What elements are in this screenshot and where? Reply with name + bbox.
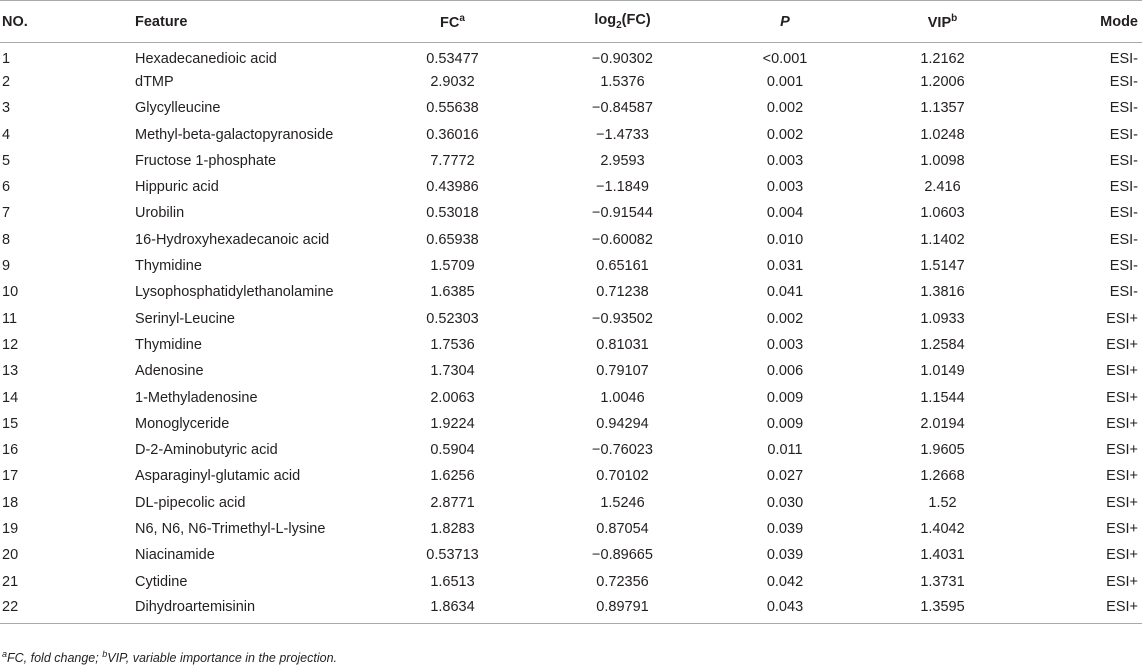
cell-no: 5 [2, 152, 11, 169]
cell-feature: 1-Methyladenosine [135, 389, 258, 406]
cell-p: 0.010 [766, 231, 804, 248]
cell-p: 0.003 [766, 152, 804, 169]
cell-mode: ESI- [1109, 258, 1138, 275]
table-row [0, 174, 1142, 200]
cell-log2fc: −0.89665 [592, 547, 653, 564]
cell-no: 21 [2, 573, 19, 590]
cell-log2fc: 1.5246 [600, 494, 645, 511]
table-row [0, 595, 1142, 624]
cell-mode: ESI+ [1106, 468, 1138, 485]
cell-log2fc: 1.0046 [600, 389, 645, 406]
cell-feature: dTMP [135, 73, 174, 90]
cell-mode: ESI+ [1106, 336, 1138, 353]
cell-mode: ESI+ [1106, 363, 1138, 380]
cell-feature: D-2-Aminobutyric acid [135, 442, 278, 459]
table-row [0, 69, 1142, 95]
cell-no: 7 [2, 205, 11, 222]
cell-fc: 1.7304 [430, 363, 475, 380]
cell-no: 8 [2, 231, 11, 248]
cell-p: 0.002 [766, 100, 804, 117]
col-header-log2fc: $\log_2(FC)$ [535, 1, 710, 43]
table-row [0, 463, 1142, 489]
cell-mode: ESI+ [1106, 494, 1138, 511]
cell-p: 0.001 [766, 73, 804, 90]
cell-log2fc: 0.94294 [596, 415, 649, 432]
table-row [0, 95, 1142, 121]
cell-feature: Fructose 1-phosphate [135, 152, 277, 169]
cell-p: 0.041 [766, 284, 804, 301]
table-row [0, 227, 1142, 253]
cell-vip: 1.1357 [920, 100, 965, 117]
cell-mode: ESI- [1109, 73, 1138, 90]
col-header-fc: $FC^a$ [370, 1, 535, 43]
cell-log2fc: 0.89791 [535, 595, 710, 624]
col-header-no: NO. [0, 1, 135, 43]
cell-no: 17 [2, 468, 19, 485]
table-row [0, 279, 1142, 305]
cell-log2fc: 0.87054 [596, 520, 649, 537]
cell-no: 20 [2, 547, 19, 564]
cell-vip: 1.2584 [920, 336, 965, 353]
cell-vip: 1.4031 [920, 547, 965, 564]
cell-log2fc: 2.9593 [600, 152, 645, 169]
cell-feature: Serinyl-Leucine [135, 310, 235, 327]
cell-feature: 16-Hydroxyhexadecanoic acid [135, 231, 330, 248]
table-row [0, 43, 1142, 69]
cell-vip: 1.1402 [920, 231, 965, 248]
cell-p: 0.039 [766, 547, 804, 564]
cell-no: 10 [2, 284, 19, 301]
cell-vip: 1.4042 [920, 520, 965, 537]
cell-fc: 1.8283 [430, 520, 475, 537]
header-row [0, 1, 1142, 43]
cell-mode: ESI+ [1106, 573, 1138, 590]
cell-vip: 1.0098 [920, 152, 965, 169]
cell-fc: 0.43986 [426, 179, 479, 196]
table-row [0, 568, 1142, 594]
cell-mode: ESI+ [1106, 520, 1138, 537]
cell-p: 0.011 [767, 442, 803, 459]
cell-fc: 0.65938 [426, 231, 479, 248]
table-row [0, 411, 1142, 437]
cell-vip: 2.416 [924, 179, 961, 196]
col-header-p: P [710, 1, 860, 43]
cell-mode: ESI+ [1106, 310, 1138, 327]
cell-fc: 1.6513 [430, 573, 475, 590]
cell-fc: 0.5904 [430, 442, 475, 459]
cell-no: 6 [2, 179, 11, 196]
cell-p: 0.003 [766, 336, 804, 353]
cell-no: 14 [2, 389, 19, 406]
cell-feature: Methyl-beta-galactopyranoside [135, 126, 334, 143]
cell-vip: 1.0149 [920, 363, 965, 380]
cell-vip: 1.1544 [920, 389, 965, 406]
cell-p: 0.002 [766, 310, 804, 327]
cell-vip: 1.3731 [920, 573, 965, 590]
cell-vip: 1.2668 [920, 468, 965, 485]
cell-mode: ESI+ [1106, 415, 1138, 432]
cell-vip: 1.5147 [920, 258, 965, 275]
cell-feature: Monoglyceride [135, 415, 230, 432]
cell-vip: 1.3816 [920, 284, 965, 301]
cell-no: 3 [2, 100, 11, 117]
cell-fc: 1.5709 [430, 258, 475, 275]
cell-no: 13 [2, 363, 19, 380]
cell-vip: 1.0248 [920, 126, 965, 143]
cell-feature: DL-pipecolic acid [135, 494, 246, 511]
cell-feature: Dihydroartemisinin [135, 595, 370, 624]
cell-vip: 1.52 [928, 494, 957, 511]
cell-fc: 0.55638 [426, 100, 479, 117]
cell-feature: Asparaginyl-glutamic acid [135, 468, 301, 485]
cell-vip: 1.9605 [920, 442, 965, 459]
cell-log2fc: 0.81031 [596, 336, 649, 353]
cell-feature: Thymidine [135, 336, 202, 353]
cell-feature: Adenosine [135, 363, 204, 380]
table-row [0, 332, 1142, 358]
table-row [0, 121, 1142, 147]
cell-no: 9 [2, 258, 11, 275]
table-row [0, 305, 1142, 331]
cell-log2fc: 0.72356 [596, 573, 649, 590]
cell-fc: 0.36016 [426, 126, 479, 143]
cell-vip: 1.2162 [920, 50, 965, 67]
col-header-feature: Feature [135, 1, 370, 43]
cell-log2fc: −0.60082 [592, 231, 653, 248]
cell-vip: 1.3595 [860, 595, 1025, 624]
cell-log2fc: 0.65161 [596, 258, 649, 275]
col-header-vip: VIP$^b$ [860, 1, 1025, 43]
cell-feature: N6, N6, N6-Trimethyl-L-lysine [135, 520, 326, 537]
cell-no: 18 [2, 494, 19, 511]
cell-fc: 2.9032 [430, 73, 475, 90]
cell-fc: 1.8634 [370, 595, 535, 624]
cell-log2fc: −0.90302 [592, 50, 653, 67]
cell-mode: ESI- [1109, 284, 1138, 301]
cell-fc: 1.6385 [430, 284, 475, 301]
cell-vip: 2.0194 [920, 415, 965, 432]
cell-log2fc: −0.93502 [592, 310, 653, 327]
cell-fc: 1.7536 [430, 336, 475, 353]
cell-log2fc: −1.1849 [596, 179, 649, 196]
cell-mode: ESI+ [1106, 547, 1138, 564]
cell-mode: ESI- [1109, 126, 1138, 143]
cell-no: 15 [2, 415, 19, 432]
cell-p: 0.002 [766, 126, 804, 143]
cell-fc: 0.52303 [426, 310, 479, 327]
cell-no: 19 [2, 520, 19, 537]
cell-mode: ESI- [1109, 152, 1138, 169]
table-row [0, 148, 1142, 174]
cell-mode: ESI- [1109, 205, 1138, 222]
cell-feature: Lysophosphatidylethanolamine [135, 284, 334, 301]
cell-mode: ESI- [1109, 231, 1138, 248]
cell-p: 0.003 [766, 179, 804, 196]
cell-fc: 0.53713 [426, 547, 479, 564]
cell-feature: Niacinamide [135, 547, 215, 564]
table-row [0, 384, 1142, 410]
cell-fc: 0.53477 [426, 50, 479, 67]
cell-p: 0.042 [766, 573, 804, 590]
table-row [0, 358, 1142, 384]
cell-mode: ESI+ [1106, 389, 1138, 406]
cell-p: 0.039 [766, 520, 804, 537]
cell-no: 1 [2, 50, 11, 67]
cell-fc: 7.7772 [430, 152, 475, 169]
cell-p: <0.001 [762, 50, 808, 67]
table-body [0, 43, 1142, 624]
cell-fc: 1.6256 [430, 468, 475, 485]
cell-feature: Thymidine [135, 258, 202, 275]
cell-no: 4 [2, 126, 11, 143]
cell-no: 12 [2, 336, 19, 353]
cell-p: 0.043 [710, 595, 860, 624]
cell-p: 0.030 [766, 494, 804, 511]
cell-log2fc: 0.71238 [596, 284, 649, 301]
cell-p: 0.027 [766, 468, 804, 485]
cell-mode: ESI- [1109, 100, 1138, 117]
cell-fc: 2.0063 [430, 389, 475, 406]
cell-log2fc: −0.91544 [592, 205, 653, 222]
table-row [0, 200, 1142, 226]
cell-no: 2 [2, 73, 11, 90]
cell-vip: 1.0933 [920, 310, 965, 327]
cell-p: 0.031 [766, 258, 804, 275]
table-row [0, 253, 1142, 279]
table-row [0, 490, 1142, 516]
cell-log2fc: 0.70102 [596, 468, 649, 485]
cell-p: 0.009 [766, 389, 804, 406]
cell-vip: 1.2006 [920, 73, 965, 90]
table-row [0, 542, 1142, 568]
cell-mode: ESI+ [1106, 442, 1138, 459]
table-row [0, 516, 1142, 542]
cell-vip: 1.0603 [920, 205, 965, 222]
cell-feature: Hippuric acid [135, 179, 219, 196]
cell-p: 0.006 [766, 363, 804, 380]
cell-mode: ESI+ [1025, 595, 1142, 624]
cell-feature: Glycylleucine [135, 100, 221, 117]
table-footnote: $^a$FC, fold change; $^b$VIP, variable importance in the projection. [2, 649, 337, 666]
cell-log2fc: 0.79107 [596, 363, 649, 380]
col-header-mode: Mode [1025, 1, 1142, 43]
cell-fc: 0.53018 [426, 205, 479, 222]
cell-log2fc: −1.4733 [596, 126, 649, 143]
cell-p: 0.004 [766, 205, 804, 222]
table-row [0, 437, 1142, 463]
cell-no: 22 [0, 595, 135, 624]
cell-mode: ESI- [1109, 179, 1138, 196]
cell-no: 16 [2, 442, 19, 459]
cell-feature: Hexadecanedioic acid [135, 50, 277, 67]
cell-feature: Cytidine [135, 573, 188, 590]
cell-log2fc: −0.76023 [592, 442, 653, 459]
cell-mode: ESI- [1109, 50, 1138, 67]
cell-log2fc: 1.5376 [600, 73, 645, 90]
cell-feature: Urobilin [135, 205, 185, 222]
cell-fc: 2.8771 [430, 494, 475, 511]
cell-log2fc: −0.84587 [592, 100, 653, 117]
cell-no: 11 [2, 310, 18, 327]
cell-fc: 1.9224 [430, 415, 475, 432]
cell-p: 0.009 [766, 415, 804, 432]
